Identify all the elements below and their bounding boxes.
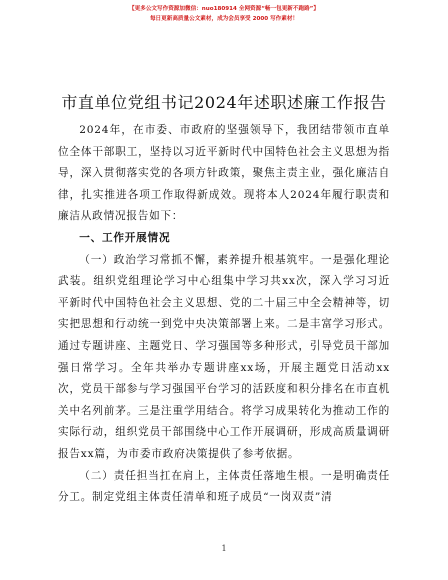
promo-line-1: 【更多公文写作资源加微信：nuo180914 全网资源“畅一包更新不跑路”】 xyxy=(129,6,319,12)
promo-banner xyxy=(0,4,448,24)
intro-paragraph: 2024年，在市委、市政府的坚强领导下，我团结带领市直单位全体干部职工，坚持以习近平新时代中国特色社会主义思想为指导，深入贯彻落实党的各项方针政策，聚焦主责主业，强化廉洁自律，扎实推进各项工作取得新成效。现将本人2024年履行职责和廉洁从政情况报告如下： xyxy=(58,124,390,223)
promo-line-2: 每日更新高质量公文素材，成为会员享受 2000 写作素材！ xyxy=(149,16,299,22)
page-number: 1 xyxy=(221,544,227,553)
paragraph-political-study xyxy=(58,250,390,466)
para1-part-d: xx次，党员干部参与学习强国平台学习的活跃度和积分排名在市直机关中名列前茅。三是注重学用结合。将学习成果转化为推动工作的实际行动，组织党员干部围绕中心工作开展调研，形成高质量调研报告 xyxy=(58,361,390,460)
para1-part-a: （一）政治学习常抓不懈，素养提升根基筑牢。一是强化理论武装。组织党组理论学习中心组集中学习共 xyxy=(58,253,390,288)
section-heading: 一、工作开展情况 xyxy=(79,231,171,244)
para1-part-b: xx次，深入学习习近平新时代中国特色社会主义思想、党的二十届三中全会精神等，切实把思想和行动统一到党中央决策部署上来。二是丰富学习形式。通过专题讲座、主题党日、学习强国等多种形式，引导党员干部加强日常学习。全年共举办专题讲座 xyxy=(58,275,390,374)
paragraph-responsibility: （二）责任担当扛在肩上，主体责任落地生根。一是明确责任分工。制定党组主体责任清单和班子成员“一岗双责”清 xyxy=(58,469,390,504)
document-body xyxy=(58,120,390,509)
document-title: 市直单位党组书记2024年述职述廉工作报告 xyxy=(61,93,387,112)
para1-part-e: xx篇，为市委市政府决策提供了参考依据。 xyxy=(80,447,300,460)
para1-part-c: xx场，开展主题党日活动 xyxy=(240,361,377,374)
